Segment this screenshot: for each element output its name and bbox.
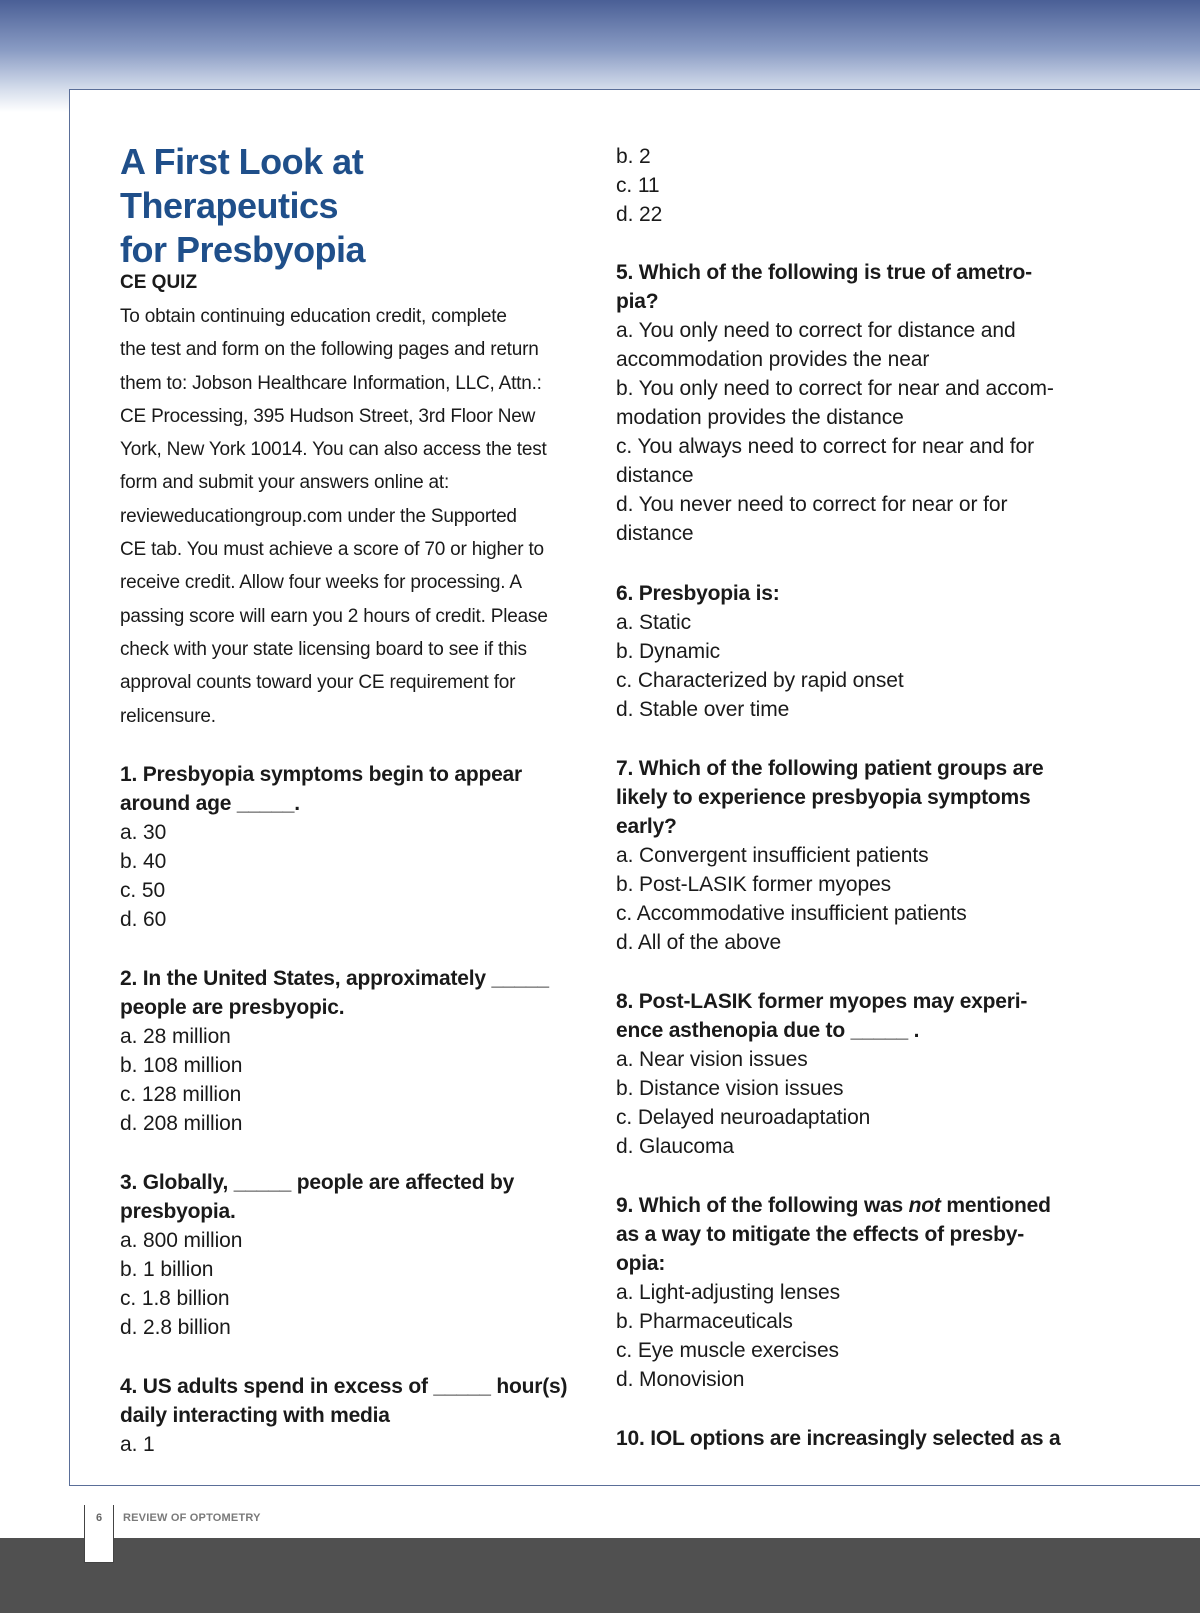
title-line: A First Look at bbox=[120, 141, 364, 182]
intro-line: check with your state licensing board to see if this bbox=[120, 638, 527, 660]
quiz-question-5 bbox=[616, 258, 1086, 548]
answer-option: c. 50 bbox=[120, 879, 166, 902]
intro-line: CE Processing, 395 Hudson Street, 3rd Floor New bbox=[120, 405, 536, 427]
question-stem bbox=[616, 1191, 1086, 1220]
intro-line: relicensure. bbox=[120, 705, 216, 727]
answer-option: c. You always need to correct for near and for bbox=[616, 435, 1034, 458]
answer-option: c. 1.8 billion bbox=[120, 1287, 230, 1310]
question-stem: people are presbyopic. bbox=[120, 996, 345, 1019]
answer-option: accommodation provides the near bbox=[616, 348, 930, 371]
question-stem: likely to experience presbyopia symptoms bbox=[616, 786, 1031, 809]
question-stem: 8. Post-LASIK former myopes may experi- bbox=[616, 990, 1028, 1013]
answer-option: c. Delayed neuroadaptation bbox=[616, 1106, 871, 1129]
answer-option: b. You only need to correct for near and accom- bbox=[616, 377, 1054, 400]
answer-option: c. 128 million bbox=[120, 1083, 242, 1106]
answer-option: d. 60 bbox=[120, 908, 167, 931]
answer-option: c. Eye muscle exercises bbox=[616, 1339, 839, 1362]
quiz-question-3 bbox=[120, 1168, 590, 1342]
intro-line: revieweducationgroup.com under the Supported bbox=[120, 505, 517, 527]
quiz-question-8 bbox=[616, 987, 1086, 1161]
answer-option: b. 1 billion bbox=[120, 1258, 214, 1281]
answer-option: d. Stable over time bbox=[616, 698, 790, 721]
question-stem: pia? bbox=[616, 290, 659, 313]
answer-option: a. Convergent insufficient patients bbox=[616, 844, 929, 867]
answer-option: a. 800 million bbox=[120, 1229, 243, 1252]
answer-option: b. Pharmaceuticals bbox=[616, 1310, 793, 1333]
answer-option: modation provides the distance bbox=[616, 406, 904, 429]
answer-option: c. Accommodative insufficient patients bbox=[616, 902, 967, 925]
stem-text: 9. Which of the following was bbox=[616, 1194, 909, 1217]
answer-option: distance bbox=[616, 464, 694, 487]
answer-option: a. You only need to correct for distance and bbox=[616, 319, 1016, 342]
answer-option: d. You never need to correct for near or for bbox=[616, 493, 1008, 516]
intro-line: the test and form on the following pages and return bbox=[120, 339, 539, 361]
question-stem: presbyopia. bbox=[120, 1200, 236, 1223]
question-stem: 3. Globally, _____ people are affected by bbox=[120, 1171, 515, 1194]
answer-option: b. 40 bbox=[120, 850, 167, 873]
answer-option: d. Glaucoma bbox=[616, 1135, 734, 1158]
answer-option: d. All of the above bbox=[616, 931, 782, 954]
quiz-question-6 bbox=[616, 579, 1086, 724]
quiz-question-7 bbox=[616, 754, 1086, 957]
answer-option: a. Static bbox=[616, 611, 691, 634]
question-stem: ence asthenopia due to _____ . bbox=[616, 1019, 920, 1042]
answer-option: a. 30 bbox=[120, 821, 167, 844]
quiz-question-4-continued bbox=[616, 142, 1086, 229]
answer-option: d. 22 bbox=[616, 203, 663, 226]
intro-paragraph bbox=[120, 300, 580, 733]
stem-text: mentioned bbox=[940, 1194, 1051, 1217]
section-label: CE QUIZ bbox=[120, 272, 198, 293]
answer-option: a. Light-adjusting lenses bbox=[616, 1281, 840, 1304]
answer-option: distance bbox=[616, 522, 694, 545]
answer-option: d. 208 million bbox=[120, 1112, 243, 1135]
answer-option: a. 28 million bbox=[120, 1025, 231, 1048]
question-stem: early? bbox=[616, 815, 677, 838]
intro-line: receive credit. Allow four weeks for processing. A bbox=[120, 572, 522, 594]
page-number: 6 bbox=[95, 1512, 103, 1524]
question-stem: opia: bbox=[616, 1252, 666, 1275]
answer-option: d. Monovision bbox=[616, 1368, 745, 1391]
title-line: for Presbyopia bbox=[120, 229, 366, 270]
question-stem: daily interacting with media bbox=[120, 1404, 390, 1427]
intro-line: form and submit your answers online at: bbox=[120, 472, 450, 494]
intro-line: approval counts toward your CE requirement for bbox=[120, 672, 516, 694]
footer-band bbox=[0, 1538, 1200, 1613]
stem-emphasis: not bbox=[908, 1194, 941, 1217]
question-stem: as a way to mitigate the effects of presby- bbox=[616, 1223, 1025, 1246]
question-stem: around age _____. bbox=[120, 792, 300, 815]
quiz-question-9 bbox=[616, 1191, 1086, 1394]
intro-line: them to: Jobson Healthcare Information, LLC, Attn.: bbox=[120, 372, 542, 394]
publication-name: REVIEW OF OPTOMETRY bbox=[123, 1512, 261, 1524]
question-stem: 2. In the United States, approximately _____ bbox=[120, 967, 549, 990]
question-stem: 7. Which of the following patient groups are bbox=[616, 757, 1044, 780]
answer-option: a. 1 bbox=[120, 1433, 155, 1456]
answer-option: c. Characterized by rapid onset bbox=[616, 669, 904, 692]
question-stem: 5. Which of the following is true of ametro- bbox=[616, 261, 1032, 284]
answer-option: b. Post-LASIK former myopes bbox=[616, 873, 892, 896]
answer-option: b. Distance vision issues bbox=[616, 1077, 844, 1100]
article-title bbox=[120, 140, 580, 272]
quiz-question-1 bbox=[120, 760, 590, 934]
answer-option: b. 2 bbox=[616, 145, 651, 168]
quiz-question-2 bbox=[120, 964, 590, 1138]
intro-line: CE tab. You must achieve a score of 70 or higher to bbox=[120, 539, 544, 561]
answer-option: b. Dynamic bbox=[616, 640, 721, 663]
answer-option: a. Near vision issues bbox=[616, 1048, 808, 1071]
intro-line: To obtain continuing education credit, complete bbox=[120, 306, 507, 327]
question-stem: 1. Presbyopia symptoms begin to appear bbox=[120, 763, 523, 786]
quiz-question-10 bbox=[616, 1424, 1086, 1453]
intro-line: passing score will earn you 2 hours of credit. Please bbox=[120, 605, 548, 627]
question-stem: 6. Presbyopia is: bbox=[616, 582, 780, 605]
answer-option: d. 2.8 billion bbox=[120, 1316, 231, 1339]
question-stem: 4. US adults spend in excess of _____ hour(s) bbox=[120, 1375, 568, 1398]
intro-line: York, New York 10014. You can also access the test bbox=[120, 439, 547, 461]
answer-option: c. 11 bbox=[616, 174, 660, 197]
title-line: Therapeutics bbox=[120, 185, 339, 226]
quiz-question-4 bbox=[120, 1372, 590, 1459]
question-stem: 10. IOL options are increasingly selected as a bbox=[616, 1427, 1061, 1450]
answer-option: b. 108 million bbox=[120, 1054, 243, 1077]
